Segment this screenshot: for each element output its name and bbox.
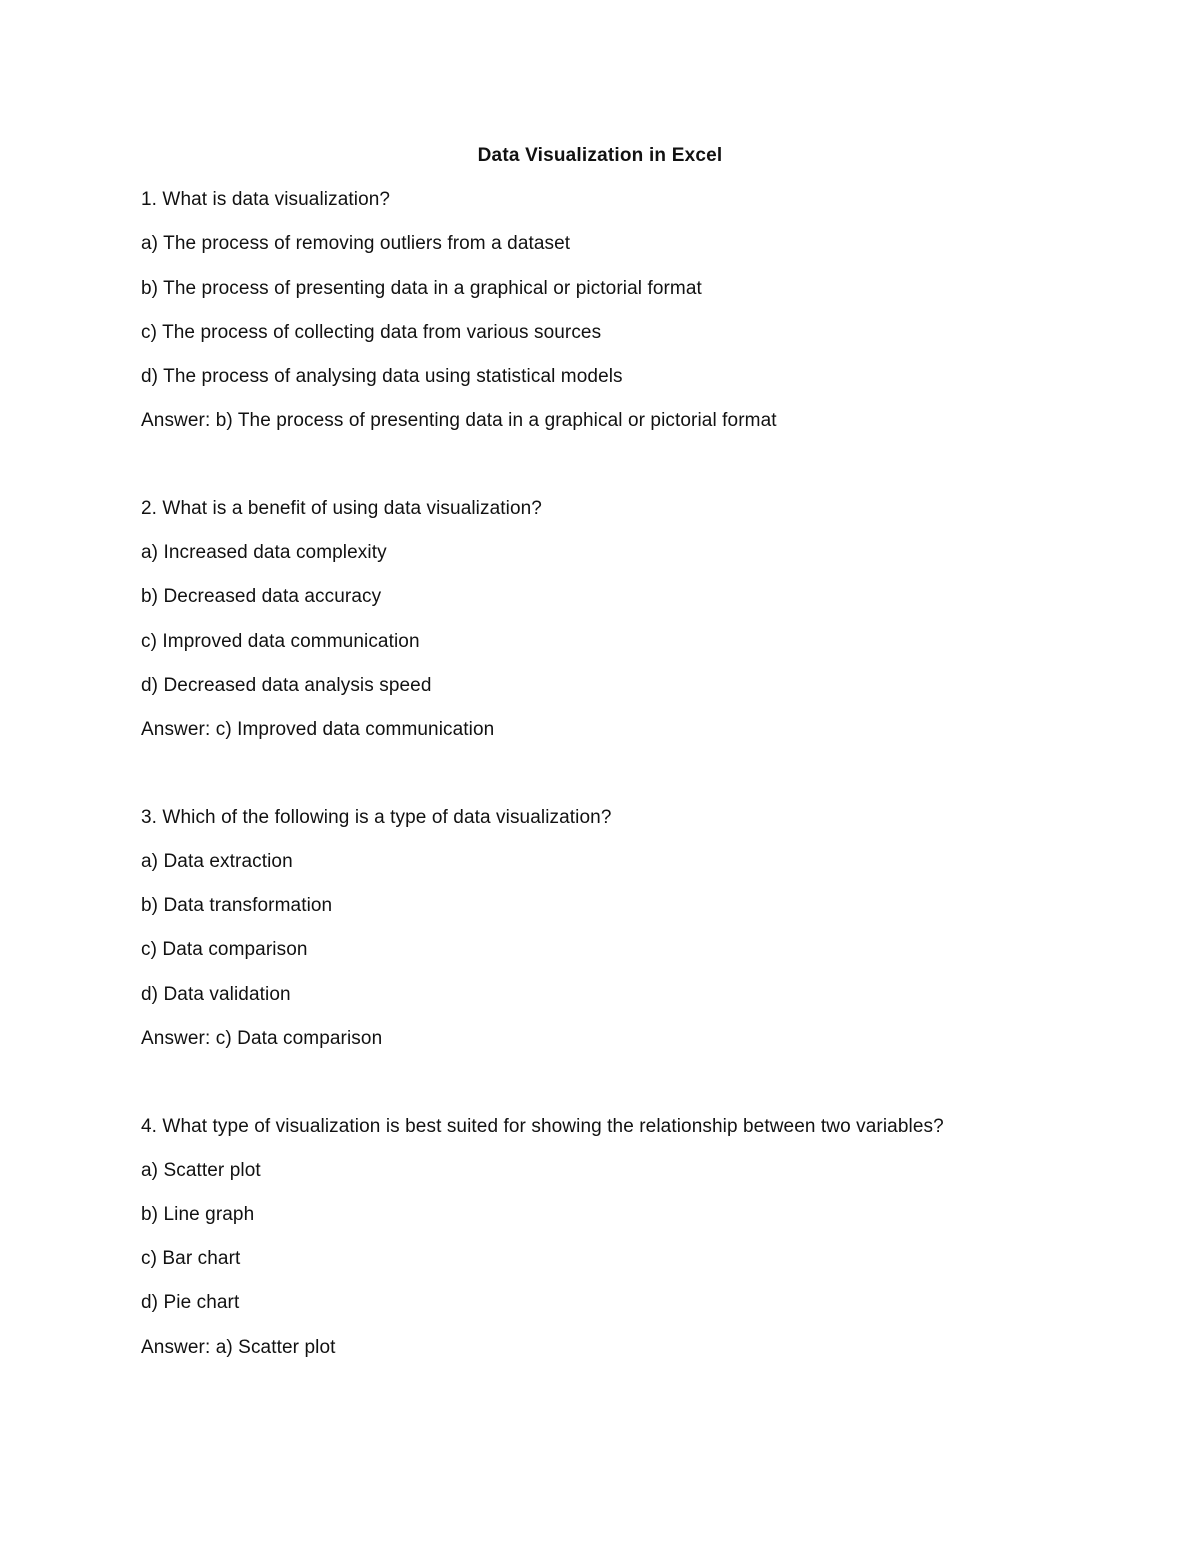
question-4-option-d: d) Pie chart xyxy=(141,1292,240,1313)
question-1-option-c: c) The process of collecting data from various sources xyxy=(141,322,602,343)
document-title: Data Visualization in Excel xyxy=(477,145,723,166)
question-4-option-c: c) Bar chart xyxy=(141,1248,241,1269)
question-2-answer: Answer: c) Improved data communication xyxy=(141,719,495,740)
question-4-option-a: a) Scatter plot xyxy=(141,1160,261,1181)
question-2-option-c: c) Improved data communication xyxy=(141,631,420,652)
question-2-option-b: b) Decreased data accuracy xyxy=(141,586,382,607)
question-3: 3. Which of the following is a type of data visualization? xyxy=(141,807,612,828)
question-1-option-b: b) The process of presenting data in a graphical or pictorial format xyxy=(141,278,702,299)
question-1: 1. What is data visualization? xyxy=(141,189,391,210)
question-3-option-a: a) Data extraction xyxy=(141,851,293,872)
question-4: 4. What type of visualization is best suited for showing the relationship between two variables? xyxy=(141,1116,944,1137)
question-3-option-c: c) Data comparison xyxy=(141,939,308,960)
question-1-option-a: a) The process of removing outliers from a dataset xyxy=(141,233,571,254)
question-3-option-b: b) Data transformation xyxy=(141,895,333,916)
question-1-answer: Answer: b) The process of presenting data in a graphical or pictorial format xyxy=(141,410,777,431)
question-2: 2. What is a benefit of using data visualization? xyxy=(141,498,542,519)
question-2-option-a: a) Increased data complexity xyxy=(141,542,387,563)
question-3-answer: Answer: c) Data comparison xyxy=(141,1028,383,1049)
question-4-option-b: b) Line graph xyxy=(141,1204,255,1225)
question-2-option-d: d) Decreased data analysis speed xyxy=(141,675,432,696)
question-1-option-d: d) The process of analysing data using statistical models xyxy=(141,366,623,387)
question-4-answer: Answer: a) Scatter plot xyxy=(141,1337,336,1358)
question-3-option-d: d) Data validation xyxy=(141,984,291,1005)
